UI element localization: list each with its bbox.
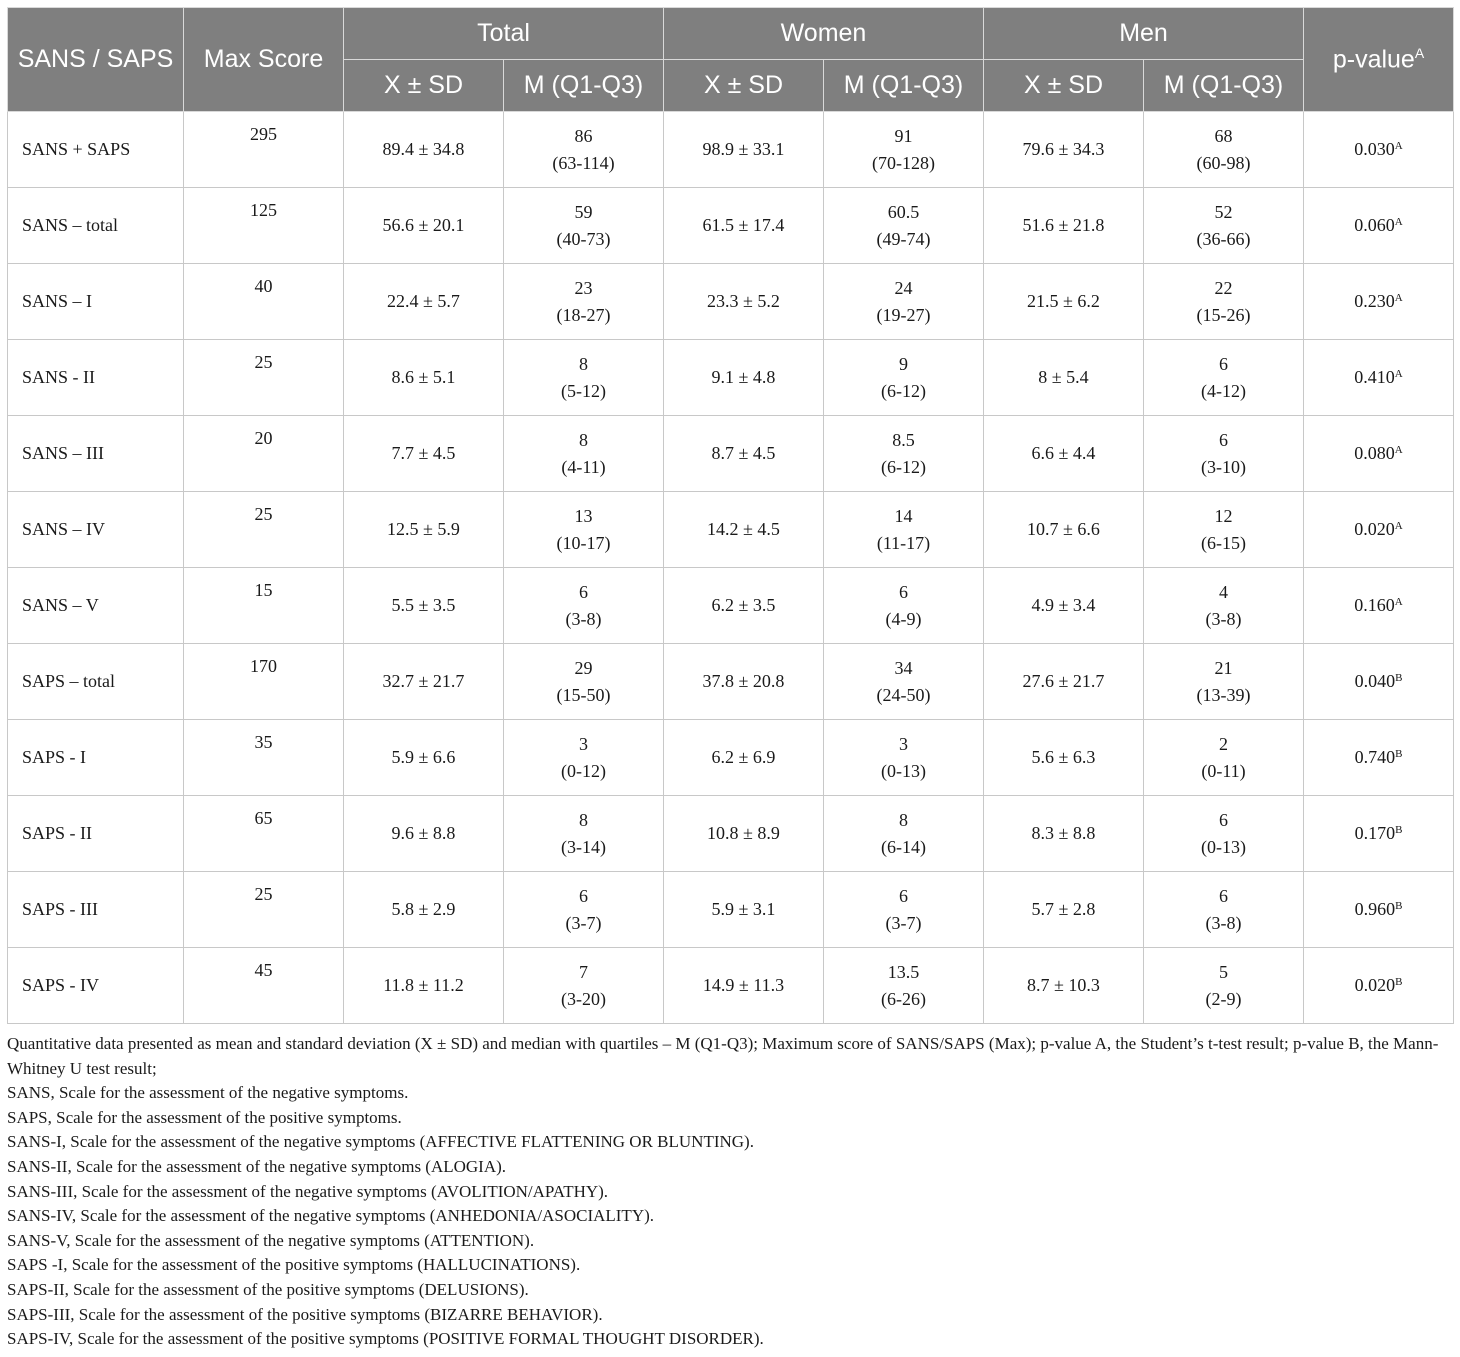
median-value: 14 [894, 505, 913, 526]
quartile-range: (15-26) [1196, 304, 1251, 325]
table-row [8, 492, 1454, 568]
women-mean-sd-cell: 5.9 ± 3.1 [664, 872, 824, 948]
median-value: 7 [579, 961, 588, 982]
scale-label: SANS – III [8, 416, 184, 492]
p-value-test-marker: A [1394, 368, 1403, 380]
quartile-range: (40-73) [556, 228, 611, 249]
footnote-line: SANS-V, Scale for the assessment of the negative symptoms (ATTENTION). [7, 1230, 535, 1250]
women-median-cell [824, 188, 984, 264]
women-median-cell [824, 644, 984, 720]
header-scale: SANS / SAPS [8, 8, 184, 112]
men-median-cell [1144, 112, 1304, 188]
women-median-cell [824, 720, 984, 796]
max-score-cell: 20 [184, 416, 344, 492]
footnote-line: SANS-II, Scale for the assessment of the negative symptoms (ALOGIA). [7, 1156, 507, 1176]
total-median-cell [504, 872, 664, 948]
footnote-line: SAPS-IV, Scale for the assessment of the positive symptoms (POSITIVE FORMAL THOUGHT DISORDER). [7, 1329, 764, 1349]
max-score-cell: 45 [184, 948, 344, 1024]
median-value: 6 [1219, 809, 1228, 830]
max-score-cell: 40 [184, 264, 344, 340]
men-median-cell [1144, 796, 1304, 872]
p-value-cell [1304, 872, 1454, 948]
quartile-range: (3-8) [1205, 912, 1242, 933]
median-value: 6 [899, 885, 908, 906]
p-value-test-marker: B [1395, 976, 1403, 988]
table-row [8, 112, 1454, 188]
table-row [8, 872, 1454, 948]
quartile-range: (49-74) [876, 228, 931, 249]
median-value: 6 [1219, 353, 1228, 374]
p-value: 0.960 [1354, 899, 1396, 919]
p-value-cell [1304, 720, 1454, 796]
quartile-range: (2-9) [1205, 988, 1242, 1009]
header-total-mean-sd: X ± SD [344, 60, 504, 112]
women-median-cell [824, 416, 984, 492]
women-mean-sd-cell: 61.5 ± 17.4 [664, 188, 824, 264]
quartile-range: (4-12) [1201, 380, 1246, 401]
p-value-test-marker: B [1395, 672, 1403, 684]
quartile-range: (6-14) [881, 836, 926, 857]
total-mean-sd-cell: 89.4 ± 34.8 [344, 112, 504, 188]
p-value-cell [1304, 568, 1454, 644]
women-median-cell [824, 872, 984, 948]
quartile-range: (13-39) [1196, 684, 1251, 705]
men-mean-sd-cell: 27.6 ± 21.7 [984, 644, 1144, 720]
quartile-range: (6-12) [881, 456, 926, 477]
p-value: 0.020 [1354, 519, 1395, 539]
max-score-cell: 25 [184, 872, 344, 948]
p-value-test-marker: A [1394, 444, 1403, 456]
women-median-cell [824, 948, 984, 1024]
median-value: 24 [894, 277, 913, 298]
men-mean-sd-cell: 8.3 ± 8.8 [984, 796, 1144, 872]
p-value-test-marker: A [1394, 520, 1403, 532]
header-total: Total [344, 8, 664, 60]
men-median-cell [1144, 188, 1304, 264]
median-value: 13.5 [887, 961, 920, 982]
quartile-range: (0-13) [1201, 836, 1246, 857]
table-header [8, 8, 1454, 112]
p-value-test-marker: B [1395, 824, 1403, 836]
p-value: 0.060 [1354, 215, 1395, 235]
p-value-cell [1304, 492, 1454, 568]
p-value: 0.410 [1354, 367, 1395, 387]
quartile-range: (11-17) [876, 532, 931, 553]
header-women-mean-sd: X ± SD [664, 60, 824, 112]
p-value-cell [1304, 796, 1454, 872]
quartile-range: (63-114) [552, 152, 615, 173]
max-score-cell: 295 [184, 112, 344, 188]
median-value: 8 [579, 809, 588, 830]
total-mean-sd-cell: 11.8 ± 11.2 [344, 948, 504, 1024]
quartile-range: (60-98) [1196, 152, 1251, 173]
median-value: 23 [574, 277, 593, 298]
footnote-line: SANS-IV, Scale for the assessment of the negative symptoms (ANHEDONIA/ASOCIALITY). [7, 1206, 655, 1226]
p-value-test-marker: A [1394, 292, 1403, 304]
median-value: 3 [899, 733, 908, 754]
women-mean-sd-cell: 23.3 ± 5.2 [664, 264, 824, 340]
p-value: 0.740 [1354, 747, 1396, 767]
total-median-cell [504, 112, 664, 188]
header-women-median: M (Q1-Q3) [824, 60, 984, 112]
quartile-range: (19-27) [876, 304, 931, 325]
men-median-cell [1144, 568, 1304, 644]
scale-label: SANS – V [8, 568, 184, 644]
total-mean-sd-cell: 5.8 ± 2.9 [344, 872, 504, 948]
median-value: 86 [574, 125, 593, 146]
p-value-cell [1304, 188, 1454, 264]
max-score-cell: 35 [184, 720, 344, 796]
quartile-range: (5-12) [561, 380, 606, 401]
header-men-median: M (Q1-Q3) [1144, 60, 1304, 112]
p-value-cell [1304, 948, 1454, 1024]
total-median-cell [504, 264, 664, 340]
p-value-test-marker: B [1395, 900, 1403, 912]
median-value: 6 [579, 885, 588, 906]
men-mean-sd-cell: 51.6 ± 21.8 [984, 188, 1144, 264]
p-value-test-marker: A [1394, 216, 1403, 228]
quartile-range: (3-8) [1205, 608, 1242, 629]
women-mean-sd-cell: 14.9 ± 11.3 [664, 948, 824, 1024]
p-value: 0.170 [1354, 823, 1396, 843]
men-mean-sd-cell: 8.7 ± 10.3 [984, 948, 1144, 1024]
table-row [8, 340, 1454, 416]
median-value: 68 [1214, 125, 1233, 146]
median-value: 6 [1219, 885, 1228, 906]
p-value-cell [1304, 264, 1454, 340]
table-row [8, 416, 1454, 492]
median-value: 91 [894, 125, 913, 146]
p-value: 0.080 [1354, 443, 1395, 463]
p-value: 0.230 [1354, 291, 1395, 311]
max-score-cell: 170 [184, 644, 344, 720]
scale-label: SAPS - IV [8, 948, 184, 1024]
footnote-line: SANS, Scale for the assessment of the negative symptoms. [7, 1083, 409, 1103]
total-median-cell [504, 644, 664, 720]
p-value-test-marker: A [1394, 596, 1403, 608]
median-value: 6 [579, 581, 588, 602]
table-container [7, 7, 1453, 1352]
footnote-line: SAPS-III, Scale for the assessment of the positive symptoms (BIZARRE BEHAVIOR). [7, 1304, 603, 1324]
total-median-cell [504, 796, 664, 872]
quartile-range: (3-7) [885, 912, 922, 933]
max-score-cell: 15 [184, 568, 344, 644]
quartile-range: (6-15) [1201, 532, 1246, 553]
women-mean-sd-cell: 37.8 ± 20.8 [664, 644, 824, 720]
median-value: 9 [899, 353, 908, 374]
quartile-range: (24-50) [876, 684, 931, 705]
median-value: 8 [579, 353, 588, 374]
table-row [8, 188, 1454, 264]
women-mean-sd-cell: 14.2 ± 4.5 [664, 492, 824, 568]
total-mean-sd-cell: 7.7 ± 4.5 [344, 416, 504, 492]
total-mean-sd-cell: 5.5 ± 3.5 [344, 568, 504, 644]
table-body [8, 112, 1454, 1024]
women-mean-sd-cell: 98.9 ± 33.1 [664, 112, 824, 188]
women-mean-sd-cell: 8.7 ± 4.5 [664, 416, 824, 492]
total-mean-sd-cell: 12.5 ± 5.9 [344, 492, 504, 568]
men-median-cell [1144, 872, 1304, 948]
total-mean-sd-cell: 22.4 ± 5.7 [344, 264, 504, 340]
scale-label: SANS + SAPS [8, 112, 184, 188]
p-value-cell [1304, 340, 1454, 416]
footnote-line: SAPS-II, Scale for the assessment of the positive symptoms (DELUSIONS). [7, 1279, 529, 1299]
scale-label: SAPS – total [8, 644, 184, 720]
men-median-cell [1144, 948, 1304, 1024]
max-score-cell: 65 [184, 796, 344, 872]
p-value: 0.160 [1354, 595, 1395, 615]
p-value: 0.040 [1354, 671, 1396, 691]
table-row [8, 644, 1454, 720]
quartile-range: (18-27) [556, 304, 611, 325]
men-median-cell [1144, 340, 1304, 416]
women-median-cell [824, 340, 984, 416]
table-row [8, 796, 1454, 872]
men-mean-sd-cell: 6.6 ± 4.4 [984, 416, 1144, 492]
footnote-line: SANS-III, Scale for the assessment of the negative symptoms (AVOLITION/APATHY). [7, 1181, 609, 1201]
quartile-range: (4-9) [885, 608, 922, 629]
median-value: 5 [1219, 961, 1228, 982]
quartile-range: (36-66) [1196, 228, 1251, 249]
quartile-range: (4-11) [561, 456, 606, 477]
table-row [8, 948, 1454, 1024]
p-value-cell [1304, 644, 1454, 720]
men-mean-sd-cell: 10.7 ± 6.6 [984, 492, 1144, 568]
median-value: 8 [579, 429, 588, 450]
table-row [8, 720, 1454, 796]
table-row [8, 568, 1454, 644]
men-median-cell [1144, 720, 1304, 796]
median-value: 59 [574, 201, 593, 222]
p-value-test-marker: B [1395, 748, 1403, 760]
quartile-range: (6-12) [881, 380, 926, 401]
footnote-line: Quantitative data presented as mean and standard deviation (X ± SD) and median with quartiles – M (Q1-Q3); Maximum score of SANS/SAPS (Max); p-value A, the Student’s t-test result; p-value B, the Mann-Whitney U test result; [7, 1034, 1439, 1078]
footnote-line: SAPS, Scale for the assessment of the positive symptoms. [7, 1107, 402, 1127]
header-women: Women [664, 8, 984, 60]
quartile-range: (3-10) [1201, 456, 1246, 477]
median-value: 52 [1214, 201, 1233, 222]
scale-label: SAPS - I [8, 720, 184, 796]
header-men: Men [984, 8, 1304, 60]
median-value: 21 [1214, 657, 1233, 678]
women-median-cell [824, 568, 984, 644]
median-value: 3 [579, 733, 588, 754]
median-value: 22 [1214, 277, 1233, 298]
quartile-range: (0-12) [561, 760, 606, 781]
max-score-cell: 125 [184, 188, 344, 264]
quartile-range: (3-8) [565, 608, 602, 629]
median-value: 34 [894, 657, 913, 678]
scale-label: SANS – IV [8, 492, 184, 568]
men-mean-sd-cell: 5.7 ± 2.8 [984, 872, 1144, 948]
total-mean-sd-cell: 5.9 ± 6.6 [344, 720, 504, 796]
men-mean-sd-cell: 79.6 ± 34.3 [984, 112, 1144, 188]
median-value: 60.5 [887, 201, 920, 222]
women-median-cell [824, 492, 984, 568]
header-total-median: M (Q1-Q3) [504, 60, 664, 112]
women-median-cell [824, 112, 984, 188]
max-score-cell: 25 [184, 492, 344, 568]
header-p-value-label: p-value [1332, 45, 1415, 74]
total-mean-sd-cell: 8.6 ± 5.1 [344, 340, 504, 416]
total-median-cell [504, 568, 664, 644]
median-value: 8.5 [892, 429, 915, 450]
quartile-range: (3-14) [561, 836, 606, 857]
median-value: 12 [1214, 505, 1233, 526]
women-mean-sd-cell: 6.2 ± 3.5 [664, 568, 824, 644]
men-median-cell [1144, 416, 1304, 492]
quartile-range: (70-128) [872, 152, 935, 173]
p-value-test-marker: A [1394, 140, 1403, 152]
total-mean-sd-cell: 56.6 ± 20.1 [344, 188, 504, 264]
p-value-cell [1304, 112, 1454, 188]
quartile-range: (10-17) [556, 532, 611, 553]
p-value-cell [1304, 416, 1454, 492]
total-mean-sd-cell: 32.7 ± 21.7 [344, 644, 504, 720]
median-value: 4 [1219, 581, 1228, 602]
median-value: 13 [574, 505, 593, 526]
results-table [7, 7, 1454, 1024]
footnote-line: SAPS -I, Scale for the assessment of the positive symptoms (HALLUCINATIONS). [7, 1255, 581, 1275]
quartile-range: (0-13) [881, 760, 926, 781]
total-median-cell [504, 948, 664, 1024]
total-median-cell [504, 492, 664, 568]
men-mean-sd-cell: 5.6 ± 6.3 [984, 720, 1144, 796]
scale-label: SAPS - II [8, 796, 184, 872]
men-mean-sd-cell: 4.9 ± 3.4 [984, 568, 1144, 644]
women-median-cell [824, 796, 984, 872]
men-mean-sd-cell: 8 ± 5.4 [984, 340, 1144, 416]
men-median-cell [1144, 264, 1304, 340]
women-mean-sd-cell: 9.1 ± 4.8 [664, 340, 824, 416]
total-median-cell [504, 720, 664, 796]
scale-label: SANS – total [8, 188, 184, 264]
scale-label: SANS - II [8, 340, 184, 416]
quartile-range: (15-50) [556, 684, 611, 705]
header-p-value-sup: A [1414, 44, 1425, 61]
total-median-cell [504, 188, 664, 264]
quartile-range: (6-26) [881, 988, 926, 1009]
median-value: 6 [1219, 429, 1228, 450]
header-max-score: Max Score [184, 8, 344, 112]
scale-label: SAPS - III [8, 872, 184, 948]
quartile-range: (0-11) [1201, 760, 1246, 781]
header-men-mean-sd: X ± SD [984, 60, 1144, 112]
header-p-value [1304, 8, 1454, 112]
median-value: 8 [899, 809, 908, 830]
total-mean-sd-cell: 9.6 ± 8.8 [344, 796, 504, 872]
quartile-range: (3-7) [565, 912, 602, 933]
scale-label: SANS – I [8, 264, 184, 340]
total-median-cell [504, 340, 664, 416]
p-value: 0.020 [1354, 975, 1396, 995]
p-value: 0.030 [1354, 139, 1395, 159]
men-median-cell [1144, 644, 1304, 720]
quartile-range: (3-20) [561, 988, 606, 1009]
men-median-cell [1144, 492, 1304, 568]
median-value: 2 [1219, 733, 1228, 754]
max-score-cell: 25 [184, 340, 344, 416]
women-mean-sd-cell: 10.8 ± 8.9 [664, 796, 824, 872]
footnote-line: SANS-I, Scale for the assessment of the negative symptoms (AFFECTIVE FLATTENING OR BLUNTING). [7, 1132, 754, 1152]
table-footnotes [7, 1032, 1453, 1352]
median-value: 29 [574, 657, 593, 678]
median-value: 6 [899, 581, 908, 602]
men-mean-sd-cell: 21.5 ± 6.2 [984, 264, 1144, 340]
table-row [8, 264, 1454, 340]
women-median-cell [824, 264, 984, 340]
total-median-cell [504, 416, 664, 492]
women-mean-sd-cell: 6.2 ± 6.9 [664, 720, 824, 796]
